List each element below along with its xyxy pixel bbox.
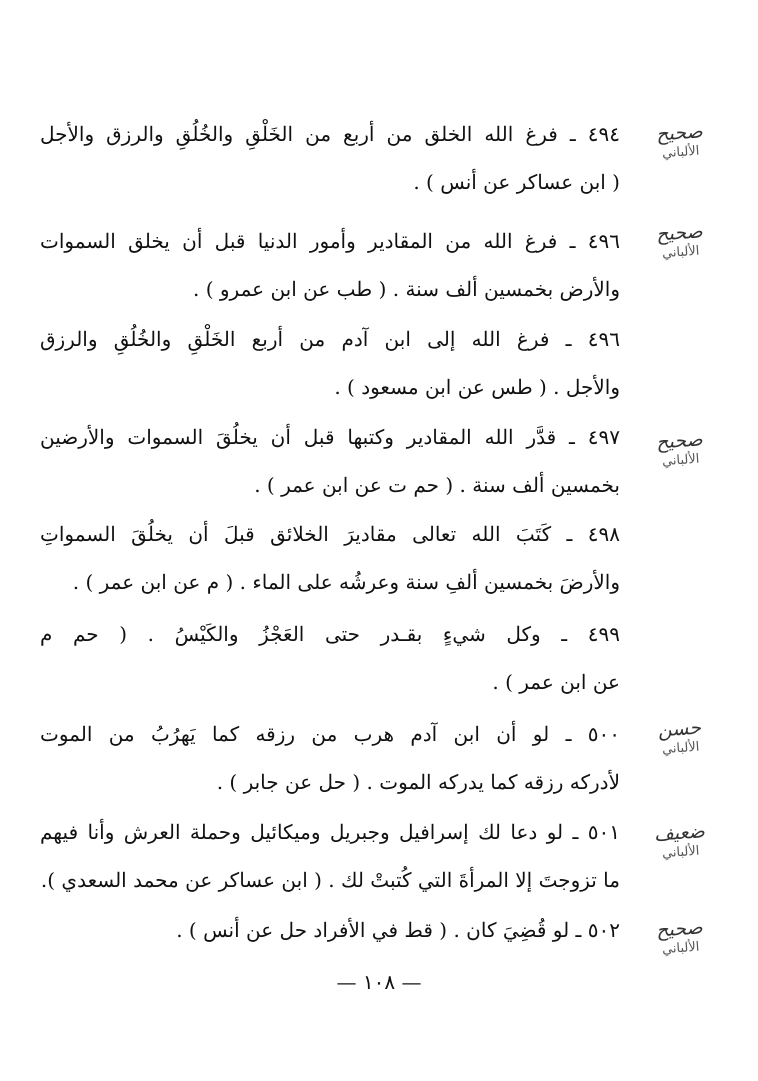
entry-line: لأدركه رزقه كما يدركه الموت . ( حل عن جابر ) . (216, 770, 620, 794)
hadith-entry-496a (40, 217, 620, 313)
margin-note-source: الألباني (661, 739, 700, 758)
margin-note-grade: صحيح (655, 916, 704, 942)
margin-note-source: الألباني (661, 843, 700, 862)
margin-note-grade: حسن (657, 716, 702, 742)
hadith-entry-494 (40, 110, 620, 206)
entry-line: ٥٠٠ ـ لو أن ابن آدم هرب من رزقه كما يَهرُبُ من الموت (40, 722, 620, 746)
margin-note-grade: صحيح (655, 120, 704, 146)
entry-line: ما تزوجتَ إلا المرأةَ التي كُتبتْ لك . ( ابن عساكر عن محمد السعدي ). (40, 868, 620, 892)
hadith-entry-500 (40, 710, 620, 806)
entry-line: والأرضَ بخمسين ألفِ سنة وعرشُه على الماء . ( م عن ابن عمر ) . (72, 570, 620, 594)
margin-note (629, 819, 732, 866)
margin-note (629, 715, 732, 762)
margin-note-source: الألباني (661, 143, 700, 162)
entry-line: ٤٩٦ ـ فرغ الله إلى ابن آدم من أربع الخَلْقِ والخُلُقِ والرزق (40, 327, 620, 351)
hadith-entry-497 (40, 413, 620, 509)
entry-line: ( ابن عساكر عن أنس ) . (413, 170, 620, 194)
entry-line: بخمسين ألف سنة . ( حم ت عن ابن عمر ) . (254, 473, 620, 497)
margin-note (629, 427, 732, 474)
margin-note (629, 219, 732, 266)
hadith-entry-498 (40, 510, 620, 606)
entry-line: ٤٩٩ ـ وكل شيءٍ بقـدر حتى العَجْزُ والكَيْسُ . ( حم م (40, 622, 620, 646)
page-number: — ١٠٨ — (336, 970, 422, 994)
entry-line: ٤٩٦ ـ فرغ الله من المقادير وأمور الدنيا قبل أن يخلق السموات (40, 229, 620, 253)
hadith-entry-496b (40, 315, 620, 411)
margin-note (629, 915, 732, 962)
hadith-entry-499 (40, 610, 620, 706)
entry-line: والأرض بخمسين ألف سنة . ( طب عن ابن عمرو ) . (193, 277, 620, 301)
margin-note-grade: صحيح (655, 220, 704, 246)
hadith-entry-501 (40, 808, 620, 904)
entry-line: ٤٩٤ ـ فرغ الله الخلق من أربع من الخَلْقِ والخُلُقِ والرزق والأجل (40, 122, 620, 146)
hadith-entry-502 (40, 906, 620, 954)
entry-line: ٥٠١ ـ لو دعا لك إسرافيل وجبريل وميكائيل وحملة العرش وأنا فيهم (40, 820, 620, 844)
margin-note-grade: ضعيف (653, 820, 706, 846)
entry-line: عن ابن عمر ) . (492, 670, 620, 694)
entry-line: والأجل . ( طس عن ابن مسعود ) . (334, 375, 620, 399)
margin-note-source: الألباني (661, 243, 700, 262)
margin-note-grade: صحيح (655, 428, 704, 454)
entry-line: ٤٩٧ ـ قدَّر الله المقادير وكتبها قبل أن يخلُقَ السموات والأرضين (40, 425, 620, 449)
entry-line: ٥٠٢ ـ لو قُضِيَ كان . ( قط في الأفراد حل عن أنس ) . (176, 918, 620, 942)
margin-note (629, 119, 732, 166)
margin-note-source: الألباني (661, 451, 700, 470)
margin-note-source: الألباني (661, 939, 700, 958)
entry-line: ٤٩٨ ـ كَتَبَ الله تعالى مقاديرَ الخلائق قبلَ أن يخلُقَ السمواتِ (40, 522, 620, 546)
